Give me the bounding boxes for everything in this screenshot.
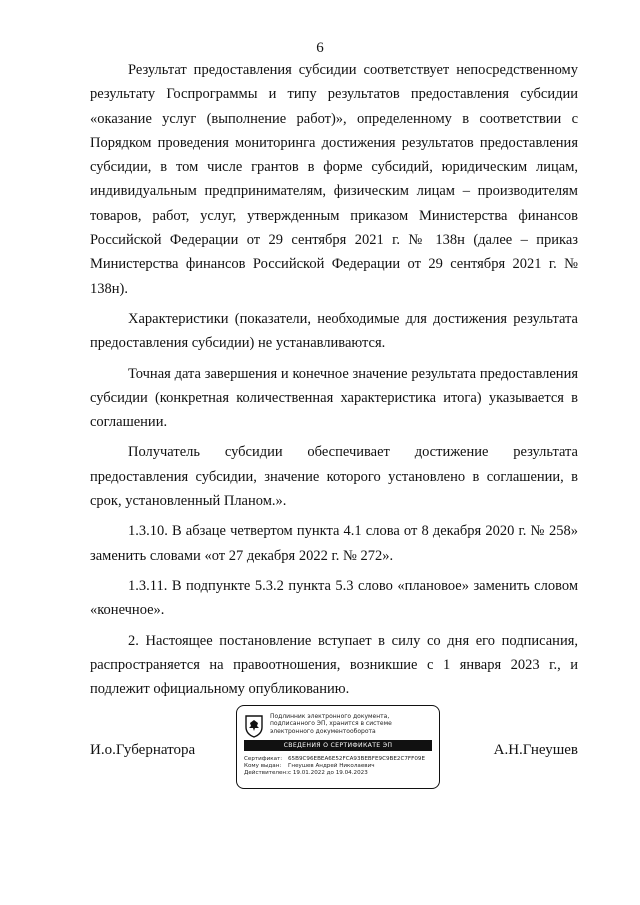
paragraph-item-1-3-11: 1.3.11. В подпункте 5.3.2 пункта 5.3 слово «плановое» заменить словом «конечное». <box>90 577 578 619</box>
signatory-position: И.о.Губернатора <box>90 742 196 758</box>
certificate-value: 65B9C96EBEA6E52FCA93BEBFE9C9BE2C7FF09E <box>288 756 426 762</box>
paragraph-characteristics: Характеристики (показатели, необходимые для достижения результата предоставления субсидии) не устанавливаются. <box>90 310 578 352</box>
paragraph-recipient: Получатель субсидии обеспечивает достижение результата предоставления субсидии, значение которого установлено в соглашении, в срок, установленный Планом.». <box>90 444 578 510</box>
stamp-header: СВЕДЕНИЯ О СЕРТИФИКАТЕ ЭП <box>244 740 432 751</box>
certificate-details <box>244 756 436 778</box>
coat-of-arms-icon <box>244 714 264 738</box>
document-body <box>90 58 578 707</box>
paragraph-effective-date: 2. Настоящее постановление вступает в силу со дня его подписания, распространяется на правоотношения, возникшие с 1 января 2023 г., и подлежит официальному опубликованию. <box>90 632 578 698</box>
signatory-name: А.Н.Гнеушев <box>493 742 578 758</box>
page-number: 6 <box>316 40 324 56</box>
electronic-signature-stamp <box>236 705 440 789</box>
paragraph-item-1-3-10: 1.3.10. В абзаце четвертом пункта 4.1 слова от 8 декабря 2020 г. № 258» заменить словами «от 27 декабря 2022 г. № 272». <box>90 523 578 564</box>
validity-row <box>244 770 436 777</box>
validity-label: Действителен: <box>244 770 288 777</box>
issued-to-label: Кому выдан: <box>244 763 282 770</box>
issued-to-value: Гнеушев Андрей Николаевич <box>288 763 375 770</box>
validity-value: с 19.01.2022 до 19.04.2023 <box>288 770 368 777</box>
paragraph-exact-date: Точная дата завершения и конечное значение результата предоставления субсидии (конкретная количественная характеристика итога) указывается в соглашении. <box>90 365 578 431</box>
paragraph-result: Результат предоставления субсидии соответствует непосредственному результату Госпрограммы и типу результатов предоставления субсидии «оказание услуг (выполнение работ)», определенному в соответствии с Порядком проведения мониторинга достижения результатов предоставления субсидии, в том числе грантов в форме субсидий, юридическим лицам, индивидуальным предпринимателям, физическим лицам – производителям товаров, работ, услуг, утвержденным приказом Министерства финансов Российской Федерации от 29 сентября 2021 г. № 138н (далее – приказ Министерства финансов Российской Федерации от 29 сентября 2021 г. № 138н). <box>90 62 578 297</box>
stamp-notice: Подлинник электронного документа, подписанного ЭП, хранится в системе электронного документооборота <box>270 713 392 735</box>
certificate-label: Сертификат: <box>244 756 283 762</box>
